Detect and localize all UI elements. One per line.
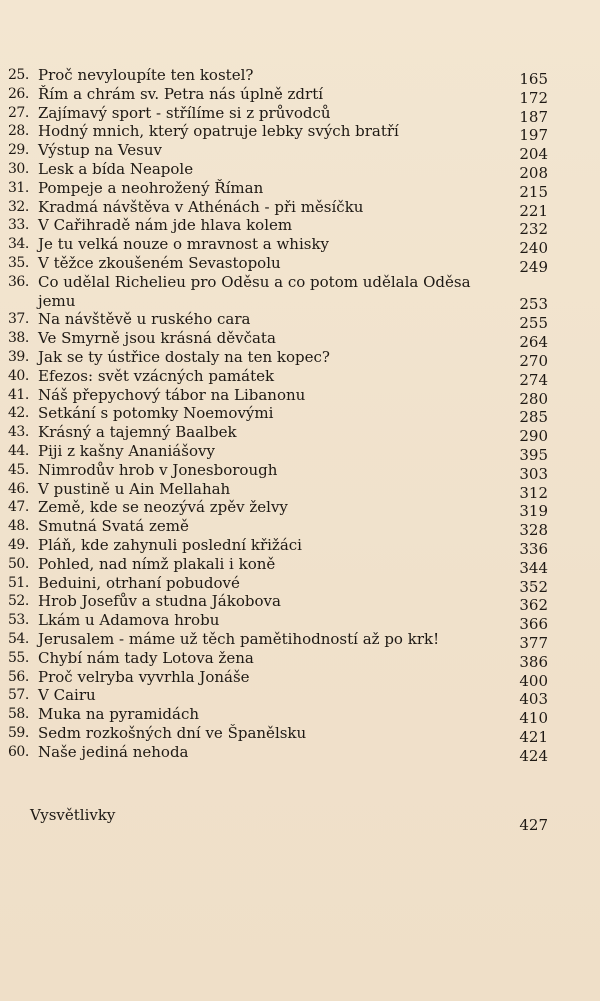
chapter-number: 49. [8,536,29,553]
chapter-number: 51. [8,574,29,591]
page-number: 253 [519,294,548,313]
chapter-title: Proč velryba vyvrhla Jonáše [38,667,250,686]
chapter-title: Smutná Svatá země [38,517,189,536]
page-number: 312 [519,483,548,502]
chapter-number: 46. [8,480,29,497]
notes-label: Vysvětlivky [30,806,116,824]
chapter-number: 53. [8,612,29,629]
toc-entry [8,460,548,483]
toc-entry [8,705,548,728]
toc-entry [8,441,548,464]
page-number: 410 [519,709,548,728]
chapter-number: 60. [8,743,29,760]
page-number: 270 [519,351,548,370]
chapter-title: Jerusalem - máme už těch pamětihodností až po krk! [38,629,440,648]
toc-entry [8,347,548,370]
chapter-title: Hrob Josefův a studna Jákobova [38,592,281,611]
chapter-number: 52. [8,593,29,610]
chapter-title: Muka na pyramidách [38,705,200,724]
chapter-title: Pompeje a neohrožený Říman [38,178,264,197]
page-number: 395 [519,445,548,464]
toc-entry [8,216,548,239]
chapter-number: 54. [8,630,29,647]
chapter-number: 41. [8,386,29,403]
chapter-title: Jak se ty ústřice dostaly na ten kopec? [38,347,330,366]
chapter-title: V pustině u Ain Mellahah [38,479,231,498]
toc-entry [8,573,548,596]
page-number: 285 [519,408,548,427]
page-number: 362 [519,596,548,615]
page-number: 172 [519,88,548,107]
chapter-number: 36. [8,273,29,290]
chapter-number: 25. [8,67,29,83]
page-number: 352 [519,577,548,596]
page-number: 344 [519,558,548,577]
toc-entry [8,498,548,521]
toc-entry [8,611,548,634]
page-number: 336 [519,539,548,558]
toc-entry [8,197,548,220]
chapter-title: Pláň, kde zahynuli poslední křižáci [38,535,302,554]
toc-entry [8,366,548,389]
page-number: 165 [519,70,548,88]
chapter-title: Kradmá návštěva v Athénách - při měsíčku [38,197,364,216]
toc-entry [8,742,548,765]
page-number: 290 [519,427,548,446]
notes-page-number: 427 [519,816,548,834]
page-number: 403 [519,690,548,709]
page-number: 215 [519,182,548,201]
toc-entry [8,723,548,746]
toc-entry [8,648,548,671]
page-number: 421 [519,727,548,746]
chapter-title: Pohled, nad nímž plakali i koně [38,554,276,573]
chapter-title: V těžce zkoušeném Sevastopolu [38,253,281,272]
chapter-number: 47. [8,499,29,516]
toc-entry [8,235,548,258]
toc-entry [8,517,548,540]
chapter-number: 39. [8,348,29,365]
chapter-number: 32. [8,198,29,215]
toc-entry [8,103,548,126]
chapter-title: Ve Smyrně jsou krásná děvčata [38,329,276,348]
page-number: 328 [519,521,548,540]
toc-entry [8,479,548,502]
toc-entry [8,554,548,577]
chapter-number: 59. [8,724,29,741]
chapter-number: 31. [8,179,29,196]
chapter-number: 43. [8,424,29,441]
chapter-number: 45. [8,461,29,478]
chapter-number: 30. [8,160,29,177]
toc-entry [8,592,548,615]
chapter-number: 27. [8,104,29,121]
chapter-title: Proč nevyloupíte ten kostel? [38,66,254,84]
toc-entry [8,141,548,164]
chapter-title: Výstup na Vesuv [38,141,162,160]
page-number: 249 [519,257,548,276]
chapter-number: 40. [8,367,29,384]
page-number: 204 [519,145,548,164]
toc-entry [8,535,548,558]
notes-entry [30,806,548,834]
page-number: 366 [519,615,548,634]
page-number: 187 [519,107,548,126]
toc-entry [8,404,548,427]
chapter-number: 34. [8,236,29,253]
chapter-title: Sedm rozkošných dní ve Španělsku [38,723,307,742]
page-number: 386 [519,652,548,671]
page-number: 274 [519,370,548,389]
chapter-title: Setkání s potomky Noemovými [38,404,274,423]
chapter-number: 38. [8,330,29,347]
toc-entry [8,66,548,88]
chapter-number: 28. [8,123,29,140]
page-number: 303 [519,464,548,483]
chapter-title: Nimrodův hrob v Jonesborough [38,460,278,479]
chapter-number: 33. [8,217,29,234]
page-number: 264 [519,333,548,352]
chapter-number: 56. [8,668,29,685]
page-number: 221 [519,201,548,220]
toc-entry [8,253,548,276]
chapter-number: 57. [8,687,29,704]
chapter-title: Na návštěvě u ruského cara [38,310,251,329]
page-number: 208 [519,163,548,182]
toc-entry [8,423,548,446]
chapter-title: Krásný a tajemný Baalbek [38,423,237,442]
chapter-number: 50. [8,555,29,572]
chapter-number: 55. [8,649,29,666]
chapter-title: V Cařihradě nám jde hlava kolem [38,216,293,235]
chapter-title: Je tu velká nouze o mravnost a whisky [38,235,330,254]
chapter-title: Lesk a bída Neapole [38,159,194,178]
page-number: 280 [519,389,548,408]
chapter-number: 48. [8,518,29,535]
toc-entry [8,629,548,652]
page-number: 255 [519,314,548,333]
page-number: 424 [519,746,548,765]
chapter-title: Beduini, otrhaní pobudové [38,573,240,592]
page-number: 240 [519,239,548,258]
page-number: 400 [519,671,548,690]
page-number: 232 [519,220,548,239]
chapter-number: 35. [8,254,29,271]
toc-entry [8,273,548,311]
chapter-title: Země, kde se neozývá zpěv želvy [38,498,288,517]
table-of-contents [8,66,548,765]
toc-entry [8,385,548,408]
page-number: 197 [519,126,548,145]
toc-entry [8,686,548,709]
chapter-title: Piji z kašny Ananiášovy [38,441,215,460]
chapter-number: 58. [8,706,29,723]
chapter-title: Efezos: svět vzácných památek [38,366,275,385]
page-number: 377 [519,633,548,652]
chapter-title: Lkám u Adamova hrobu [38,611,220,630]
toc-entry [8,84,548,107]
chapter-title: Zajímavý sport - střílíme si z průvodců [38,103,331,122]
chapter-number: 26. [8,85,29,102]
page-number: 319 [519,502,548,521]
chapter-number: 37. [8,311,29,328]
chapter-title: Hodný mnich, který opatruje lebky svých bratří [38,122,399,141]
toc-entry [8,310,548,333]
toc-entry [8,122,548,145]
chapter-title: Řím a chrám sv. Petra nás úplně zdrtí [38,84,324,103]
chapter-title: Naše jediná nehoda [38,742,189,761]
toc-entry [8,667,548,690]
chapter-number: 42. [8,405,29,422]
toc-entry [8,329,548,352]
chapter-title: Náš přepychový tábor na Libanonu [38,385,306,404]
toc-entry [8,178,548,201]
chapter-title: V Cairu [38,686,96,705]
toc-entry [8,159,548,182]
chapter-title: Co udělal Richelieu pro Oděsu a co potom udělala Oděsa jemu [38,272,471,310]
chapter-number: 29. [8,142,29,159]
chapter-number: 44. [8,442,29,459]
chapter-title: Chybí nám tady Lotova žena [38,648,254,667]
